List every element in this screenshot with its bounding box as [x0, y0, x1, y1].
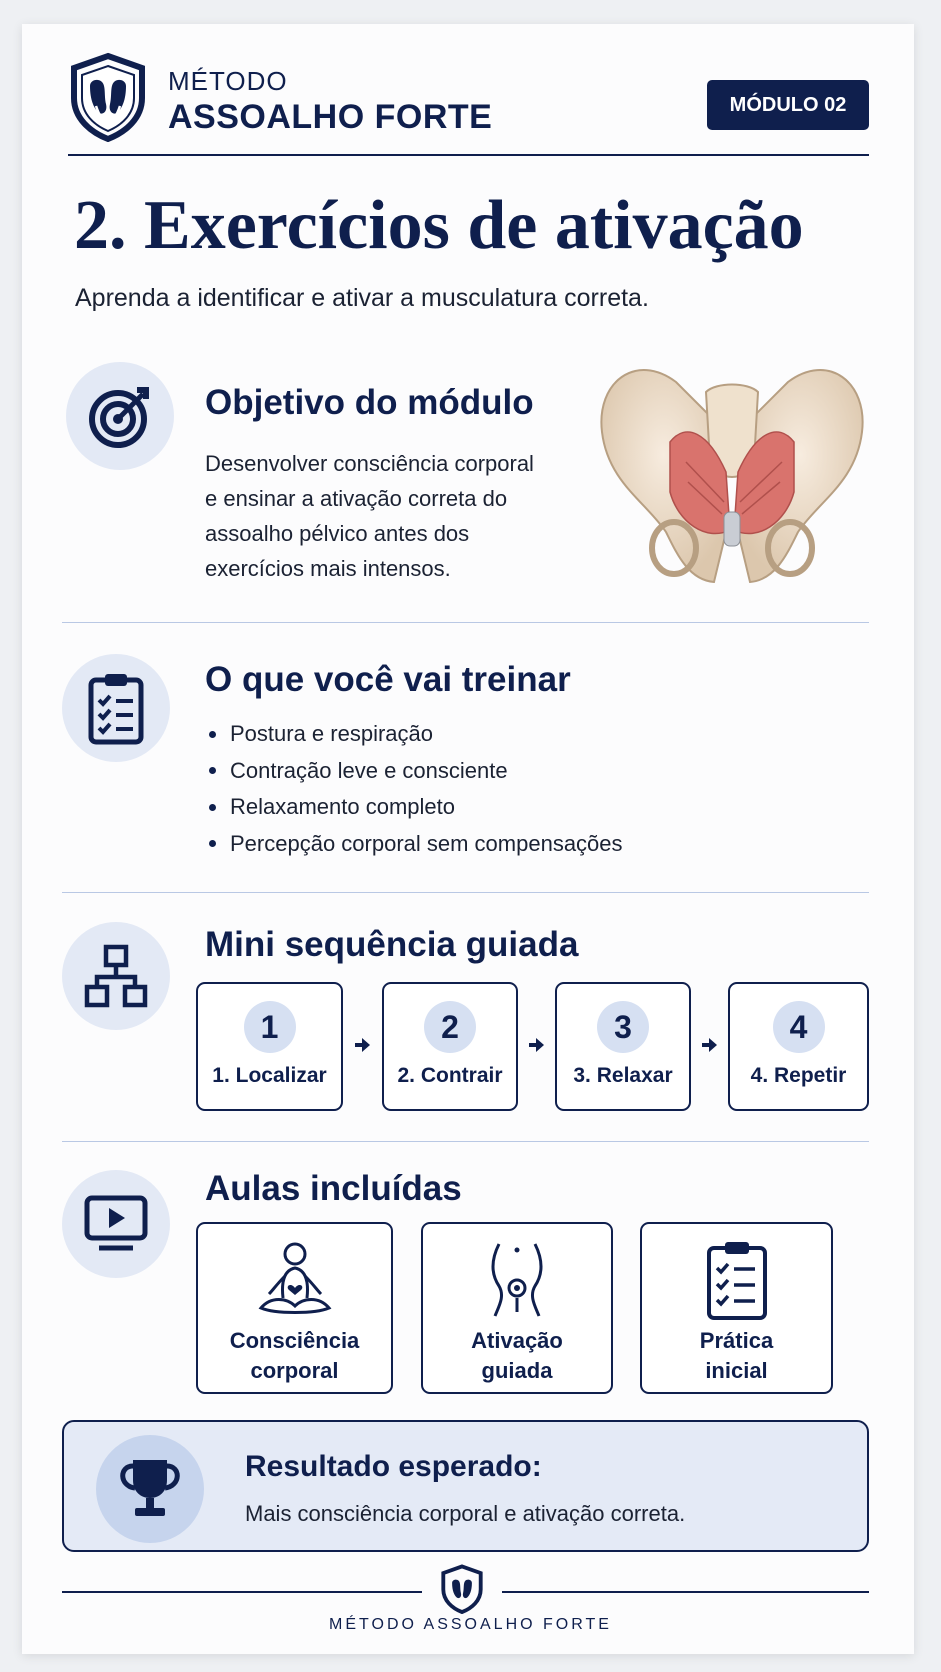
step-label: 4. Repetir — [750, 1064, 847, 1087]
video-play-icon — [83, 1194, 149, 1254]
objective-line: e ensinar a ativação correta do — [205, 486, 508, 511]
sequence-title: Mini sequência guiada — [205, 925, 579, 964]
trophy-icon — [115, 1454, 185, 1524]
step-number: 3 — [597, 1001, 649, 1053]
section-divider — [62, 622, 869, 623]
result-icon-circle — [96, 1435, 204, 1543]
lesson-card-1 — [196, 1222, 393, 1394]
footer-text: MÉTODO ASSOALHO FORTE — [329, 1616, 612, 1633]
page-subtitle: Aprenda a identificar e ativar a musculatura correta. — [75, 284, 649, 312]
list-item: Percepção corporal sem compensações — [205, 826, 623, 863]
page-title: 2. Exercícios de ativação — [74, 187, 804, 264]
lesson-card-2 — [421, 1222, 613, 1394]
lesson-label-line: Consciência — [229, 1328, 360, 1353]
lesson-label-line: guiada — [481, 1358, 553, 1383]
section-icon-training — [62, 654, 170, 762]
objective-line: exercícios mais intensos. — [205, 556, 451, 581]
header-divider — [68, 154, 869, 156]
section-divider — [62, 1141, 869, 1142]
step-label: 1. Localizar — [212, 1064, 327, 1087]
step-card-4 — [728, 982, 869, 1111]
training-list — [205, 716, 623, 862]
step-number: 2 — [424, 1001, 476, 1053]
brand-top-text: MÉTODO — [168, 66, 288, 96]
step-number: 1 — [244, 1001, 296, 1053]
lesson-card-3 — [640, 1222, 833, 1394]
result-title: Resultado esperado: — [245, 1450, 542, 1483]
footer-divider-left — [62, 1591, 422, 1593]
lesson-label — [642, 1326, 831, 1386]
module-badge: MÓDULO 02 — [707, 80, 869, 130]
lesson-label-line: inicial — [705, 1358, 768, 1383]
step-label: 2. Contrair — [397, 1064, 503, 1087]
lesson-label — [198, 1326, 391, 1386]
objective-title: Objetivo do módulo — [205, 383, 534, 422]
footer-logo-icon — [440, 1564, 484, 1614]
brand-logo-icon — [68, 52, 148, 142]
objective-text — [205, 446, 585, 586]
section-icon-objective — [66, 362, 174, 470]
target-icon — [85, 381, 155, 451]
footer-divider-right — [502, 1591, 869, 1593]
section-divider — [62, 892, 869, 893]
step-card-1 — [196, 982, 343, 1111]
objective-line: Desenvolver consciência corporal — [205, 451, 534, 476]
arrow-right-icon — [353, 1036, 371, 1054]
meditation-icon — [255, 1240, 335, 1320]
lesson-label — [423, 1326, 611, 1386]
step-card-3 — [555, 982, 691, 1111]
lesson-label-line: Ativação — [471, 1328, 563, 1353]
step-label: 3. Relaxar — [573, 1064, 673, 1087]
pelvis-illustration — [596, 352, 868, 588]
lesson-label-line: corporal — [250, 1358, 339, 1383]
clipboard-checklist-icon — [83, 670, 149, 746]
result-text: Mais consciência corporal e ativação correta. — [245, 1501, 686, 1526]
list-item: Postura e respiração — [205, 716, 623, 753]
arrow-right-icon — [700, 1036, 718, 1054]
section-icon-sequence — [62, 922, 170, 1030]
arrow-right-icon — [527, 1036, 545, 1054]
step-number: 4 — [773, 1001, 825, 1053]
list-item: Contração leve e consciente — [205, 753, 623, 790]
hierarchy-icon — [81, 941, 151, 1011]
pelvis-target-icon — [477, 1240, 557, 1320]
list-item: Relaxamento completo — [205, 789, 623, 826]
clipboard-icon — [697, 1240, 777, 1320]
training-title: O que você vai treinar — [205, 660, 571, 699]
section-icon-lessons — [62, 1170, 170, 1278]
brand-name: ASSOALHO FORTE — [168, 98, 493, 136]
lesson-label-line: Prática — [699, 1328, 774, 1353]
step-card-2 — [382, 982, 518, 1111]
lessons-title: Aulas incluídas — [205, 1169, 462, 1208]
objective-line: assoalho pélvico antes dos — [205, 521, 470, 546]
